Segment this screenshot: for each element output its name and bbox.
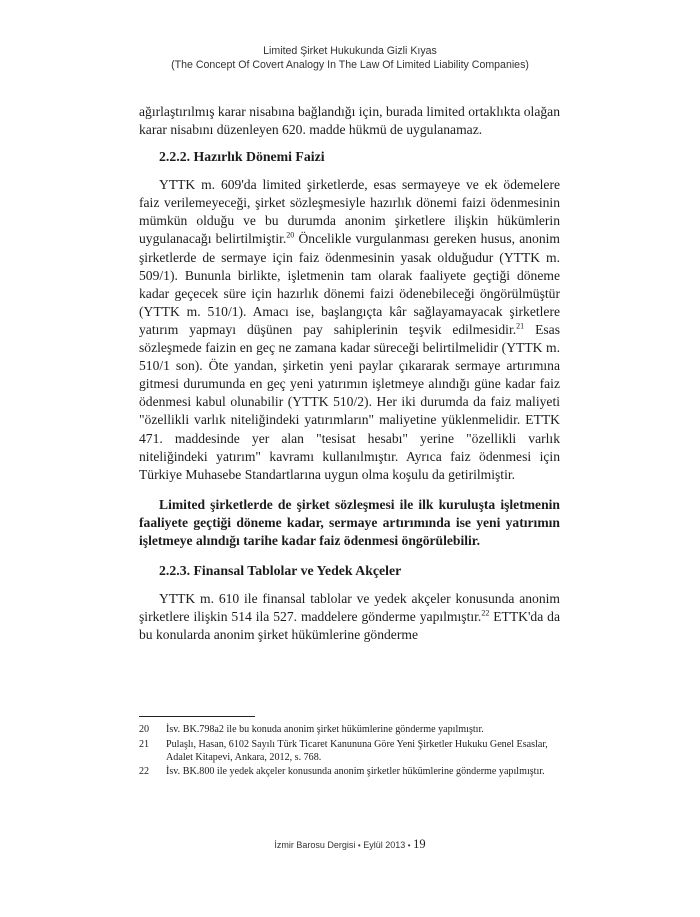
page-body xyxy=(139,103,560,644)
paragraph-text: YTTK m. 609'da limited şirketlerde, esas sermayeye ve ek ödemelere faiz verilemeyeceği, şirket sözleşmesiyle hazırlık dönemi faizi ödenmesinin mümkün olduğu ve bu durumda anonim şirketlere ilişkin hükümlerin uygulanacağı belirtilmiştir. xyxy=(139,177,560,247)
paragraph-hazirlik-faizi xyxy=(139,176,560,484)
bold-conclusion-paragraph: Limited şirketlerde de şirket sözleşmesi ile ilk kuruluşta işletmenin faaliyete geçtiği döneme kadar, sermaye artırımında ise yeni yatırımın işletmeye alındığı tarihe kadar faiz ödenmesi öngörülebilir. xyxy=(139,496,560,548)
paragraph-text: YTTK m. 610 ile finansal tablolar ve yedek akçeler konusunda anonim şirketlere ilişkin 514 ila 527. maddelere gönderme yapılmıştır. xyxy=(139,591,560,625)
footer-separator: • xyxy=(407,841,411,850)
footnotes xyxy=(139,724,560,781)
footer-date: Eylül 2013 xyxy=(363,840,406,850)
footnote-ref-21[interactable]: 21 xyxy=(516,321,525,331)
header-subtitle: (The Concept Of Covert Analogy In The Law Of Limited Liability Companies) xyxy=(171,59,529,71)
footnote-item xyxy=(139,739,560,765)
paragraph-finansal-tablolar xyxy=(139,590,560,644)
footnote-number: 20 xyxy=(139,724,150,735)
footnote-text: İsv. BK.798a2 ile bu konuda anonim şirket hükümlerine gönderme yapılmıştır. xyxy=(166,724,484,735)
footnote-number: 21 xyxy=(139,738,150,750)
footnote-item xyxy=(139,766,560,779)
paragraph-text: ETTK'da da bu konularda anonim şirket hükümlerine gönderme xyxy=(139,609,560,643)
footnote-ref-20[interactable]: 20 xyxy=(286,230,295,240)
footnote-ref-22[interactable]: 22 xyxy=(481,608,490,618)
paragraph-text: Esas sözleşmede faizin en geç ne zamana kadar süreceği belirtilmelidir (YTTK m. 510/1 son). Öte yandan, şirketin yeni paylar çıkararak sermaye artırımına gitmesi durumunda en geç yeni yatırımın işletmeye alındığı güne kadar faiz ödenmesi kabul olunabilir (YTTK 510/2). Her iki durumda da faiz maliyeti "özellikli varlık niteliğindeki yatırımların" maliyetine yüklenmelidir. ETTK 471. maddesinde yer alan "tesisat hesabı" yerine "özellikli varlık niteliğindeki yatırım" kavramı kullanılmıştır. Ayrıca faiz ödenmesi için Türkiye Muhasebe Standartlarına uygun olma koşulu da getirilmiştir. xyxy=(139,321,560,482)
footer-separator: • xyxy=(357,841,361,850)
page-number: 19 xyxy=(413,837,426,851)
running-header xyxy=(0,44,700,72)
intro-paragraph: ağırlaştırılmış karar nisabına bağlandığı için, burada limited ortaklıkta olağan karar nisabını düzenleyen 620. madde hükmü de uygulanamaz. xyxy=(139,104,560,138)
paragraph-text: Öncelikle vurgulanması gereken husus, anonim şirketlerde de sermaye için faiz ödenmesinin yasak olduğudur (YTTK m. 509/1). Bununla birlikte, işletmenin tam olarak faaliyete geçtiği döneme kadar geçecek süre için hazırlık dönemi faizi ödenebileceği öngörülmüştür (YTTK m. 510/1). Amacı ise, başlangıçta kâr sağlayamayacak şirketlere yatırım yapmayı düşünen pay sahiplerinin teşvik edilmesidir. xyxy=(139,231,560,337)
section-heading-hazirlik-donemi-faizi: 2.2.2. Hazırlık Dönemi Faizi xyxy=(159,149,325,165)
section-heading-finansal-tablolar: 2.2.3. Finansal Tablolar ve Yedek Akçeler xyxy=(159,563,402,579)
page-footer xyxy=(0,837,700,852)
footnote-text: İsv. BK.800 ile yedek akçeler konusunda anonim şirketler hükümlerine gönderme yapılmıştır. xyxy=(166,766,545,778)
footnote-number: 22 xyxy=(139,766,150,778)
footnote-text: Pulaşlı, Hasan, 6102 Sayılı Türk Ticaret Kanununa Göre Yeni Şirketler Hukuku Genel Esaslar, Adalet Kitapevi, Ankara, 2012, s. 768. xyxy=(166,738,548,763)
header-title: Limited Şirket Hukukunda Gizli Kıyas xyxy=(263,45,437,57)
footer-journal: İzmir Barosu Dergisi xyxy=(274,840,356,850)
footnote-item xyxy=(139,724,560,737)
footnote-divider xyxy=(139,716,255,717)
